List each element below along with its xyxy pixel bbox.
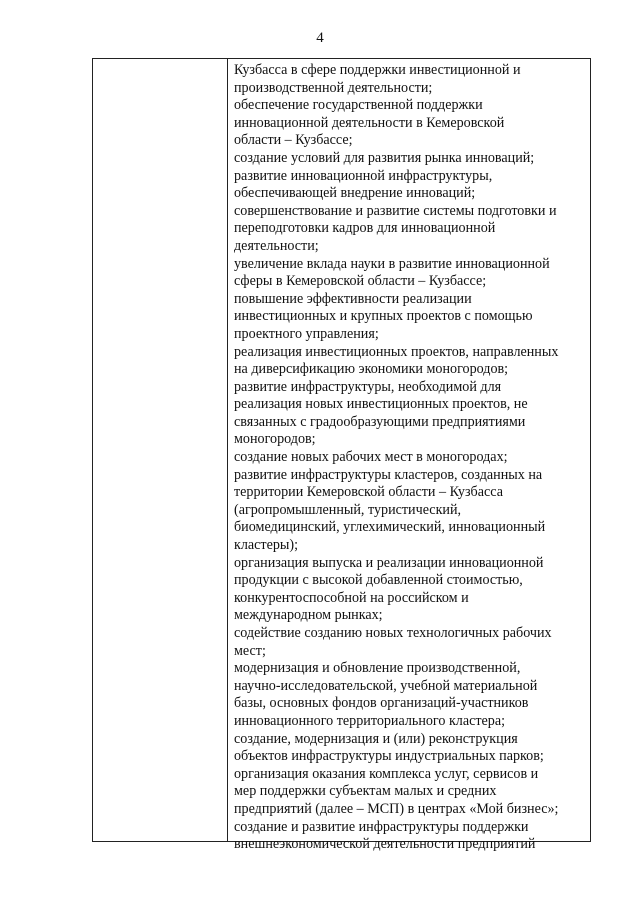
text-line: организация оказания комплекса услуг, сервисов и bbox=[234, 765, 539, 782]
text-line: инновационного территориального кластера; bbox=[234, 712, 506, 729]
text-line: повышение эффективности реализации bbox=[234, 290, 472, 307]
text-line: мер поддержки субъектам малых и средних bbox=[234, 783, 497, 800]
text-line: (агропромышленный, туристический, bbox=[234, 501, 462, 518]
page-number: 4 bbox=[316, 30, 324, 46]
text-line: территории Кемеровской области – Кузбасса bbox=[234, 484, 503, 501]
text-line: обеспечение государственной поддержки bbox=[234, 97, 483, 114]
text-line: на диверсификацию экономики моногородов; bbox=[234, 361, 509, 378]
text-line: связанных с градообразующими предприятиями bbox=[234, 413, 526, 430]
text-line: деятельности; bbox=[234, 237, 319, 254]
text-line: содействие созданию новых технологичных рабочих bbox=[234, 625, 552, 641]
text-line: создание условий для развития рынка инноваций; bbox=[234, 149, 535, 166]
text-line: конкурентоспособной на российском и bbox=[234, 589, 469, 606]
column-divider bbox=[227, 59, 228, 841]
text-line: организация выпуска и реализации инновационной bbox=[234, 554, 544, 571]
text-line: моногородов; bbox=[234, 431, 316, 448]
text-line: научно-исследовательской, учебной материальной bbox=[234, 677, 538, 694]
text-line: развитие инфраструктуры кластеров, созданных на bbox=[234, 466, 543, 483]
text-line: создание и развитие инфраструктуры поддержки bbox=[234, 818, 529, 835]
text-line: Кузбасса в сфере поддержки инвестиционной и bbox=[234, 62, 521, 78]
text-line: кластеры); bbox=[234, 537, 298, 554]
text-line: предприятий (далее – МСП) в центрах «Мой бизнес»; bbox=[234, 800, 559, 817]
text-line: увеличение вклада науки в развитие инновационной bbox=[234, 255, 550, 272]
text-line: создание новых рабочих мест в моногородах; bbox=[234, 449, 508, 466]
text-line: переподготовки кадров для инновационной bbox=[234, 220, 496, 237]
text-line: базы, основных фондов организаций-участников bbox=[234, 695, 529, 712]
text-line: производственной деятельности; bbox=[234, 79, 433, 96]
text-line: сферы в Кемеровской области – Кузбассе; bbox=[234, 273, 487, 290]
text-line: модернизация и обновление производственной, bbox=[234, 660, 521, 677]
text-line: развитие инновационной инфраструктуры, bbox=[234, 167, 493, 184]
text-line: объектов инфраструктуры индустриальных парков; bbox=[234, 748, 544, 765]
text-line: инвестиционных и крупных проектов с помощью bbox=[234, 308, 533, 325]
table-right-cell bbox=[234, 62, 586, 854]
text-line: мест; bbox=[234, 642, 266, 659]
text-line: создание, модернизация и (или) реконструкция bbox=[234, 730, 518, 747]
text-line: реализация инвестиционных проектов, направленных bbox=[234, 343, 559, 360]
text-line: проектного управления; bbox=[234, 325, 379, 342]
text-line: международном рынках; bbox=[234, 607, 383, 624]
text-line: развитие инфраструктуры, необходимой для bbox=[234, 378, 502, 395]
document-table bbox=[92, 58, 591, 853]
text-line: реализация новых инвестиционных проектов, не bbox=[234, 396, 528, 413]
table-left-cell bbox=[93, 59, 227, 841]
text-line: внешнеэкономической деятельности предприятий bbox=[234, 836, 536, 853]
text-line: совершенствование и развитие системы подготовки и bbox=[234, 202, 557, 219]
text-line: биомедицинский, углехимический, инновационный bbox=[234, 519, 546, 536]
text-line: обеспечивающей внедрение инноваций; bbox=[234, 185, 476, 202]
text-line: инновационной деятельности в Кемеровской bbox=[234, 114, 505, 131]
text-line: продукции с высокой добавленной стоимостью, bbox=[234, 572, 523, 589]
text-line: области – Кузбассе; bbox=[234, 132, 353, 149]
